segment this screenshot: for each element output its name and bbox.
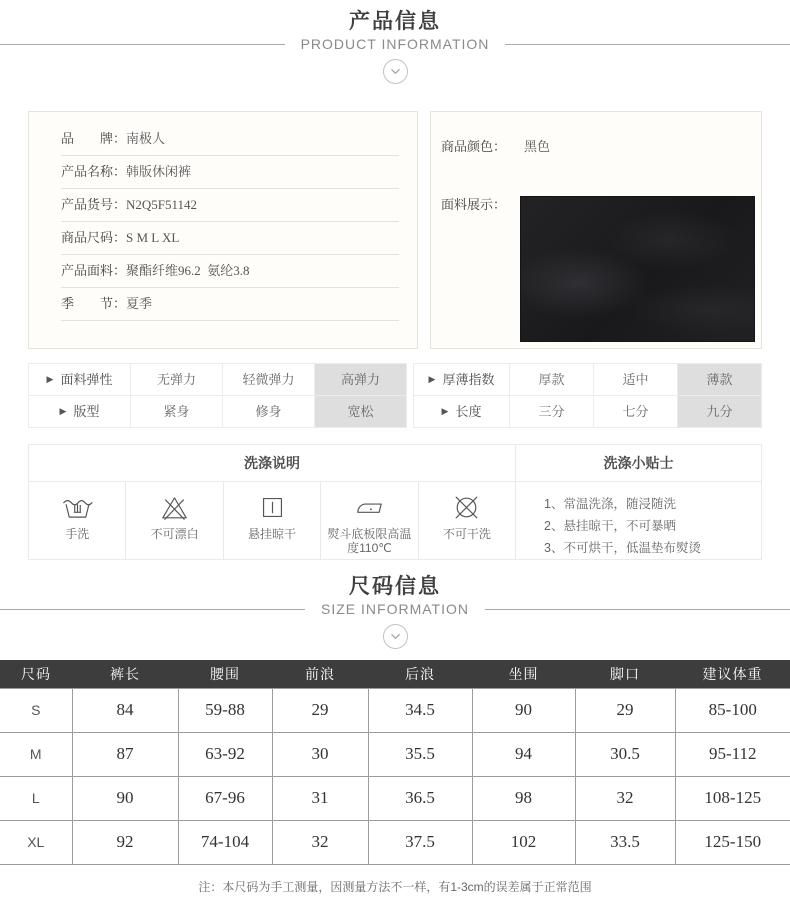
attr-option-selected: 高弹力 (315, 364, 407, 396)
wash-item-label: 熨斗底板限高温度110℃ (327, 527, 412, 555)
cell: S (0, 688, 72, 732)
divider-line (0, 44, 285, 45)
attr-option: 修身 (223, 396, 315, 428)
cell: 74-104 (178, 820, 272, 864)
attr-option: 厚款 (510, 364, 594, 396)
info-boxes (28, 111, 762, 349)
attribute-group-right (413, 363, 762, 428)
cell: L (0, 776, 72, 820)
chevron-down-icon (383, 59, 408, 84)
wash-item-no-dry-clean (419, 482, 515, 559)
attr-option-selected: 九分 (678, 396, 762, 428)
field-value: 韩版休闲裤 (126, 164, 192, 179)
subtitle-row (0, 36, 790, 52)
cell: 30.5 (575, 732, 675, 776)
color-label: 商品颜色： (441, 139, 507, 154)
washing-section (28, 444, 762, 560)
cell: 59-88 (178, 688, 272, 732)
measurement-note: 注：本尺码为手工测量，因测量方法不一样，有1-3cm的误差属于正常范围 (198, 879, 592, 894)
attribute-group-left (28, 363, 407, 428)
col-header: 脚口 (575, 660, 675, 688)
cell: 90 (472, 688, 575, 732)
attr-label: 厚薄指数 (442, 372, 495, 387)
wash-item-label: 不可漂白 (150, 527, 199, 541)
cell: 37.5 (368, 820, 472, 864)
cell: 87 (72, 732, 178, 776)
attr-option: 无弹力 (131, 364, 223, 396)
cell: 92 (72, 820, 178, 864)
cell: 85-100 (675, 688, 790, 732)
table-row-s (0, 688, 790, 732)
washing-instructions (29, 445, 516, 559)
cell: 98 (472, 776, 575, 820)
field-brand (61, 123, 399, 156)
cell: 84 (72, 688, 178, 732)
field-label: 产品名称： (61, 164, 127, 179)
attribute-section (28, 363, 762, 428)
attr-option: 轻微弹力 (223, 364, 315, 396)
field-product-name (61, 156, 399, 189)
attr-fit (29, 396, 131, 428)
divider-line (485, 609, 790, 610)
cell: 102 (472, 820, 575, 864)
product-color-row (441, 138, 761, 156)
table-row-xl (0, 820, 790, 864)
cell: 29 (272, 688, 368, 732)
cell: 30 (272, 732, 368, 776)
col-header: 腰围 (178, 660, 272, 688)
triangle-right-icon: ▶ (59, 406, 67, 416)
hand-wash-icon (61, 491, 94, 524)
field-value: N2Q5F51142 (126, 197, 198, 212)
field-value: 聚酯纤维96.2 氨纶3.8 (126, 263, 250, 278)
page-title: 产品信息 (349, 10, 441, 33)
no-bleach-icon (158, 491, 191, 524)
size-subtitle: SIZE INFORMATION (321, 601, 469, 617)
col-header: 后浪 (368, 660, 472, 688)
attr-option: 三分 (510, 396, 594, 428)
washing-icon-row (29, 482, 515, 559)
attr-label: 长度 (455, 404, 482, 419)
triangle-right-icon: ▶ (428, 374, 436, 384)
wash-item-no-bleach (126, 482, 223, 559)
appearance-panel (430, 111, 762, 349)
washing-tips-list (516, 482, 761, 559)
size-title: 尺码信息 (349, 575, 441, 598)
field-label: 季 节： (61, 296, 127, 311)
wash-item-hand-wash (29, 482, 126, 559)
cell: 32 (272, 820, 368, 864)
washing-tips-title: 洗涤小贴士 (516, 445, 761, 482)
field-value: S M L XL (126, 230, 180, 245)
attr-length (414, 396, 510, 428)
cell: XL (0, 820, 72, 864)
divider-line (0, 609, 305, 610)
hang-dry-icon (256, 491, 289, 524)
cell: 90 (72, 776, 178, 820)
cell: 67-96 (178, 776, 272, 820)
iron-max-110c-icon (353, 491, 386, 524)
cell: M (0, 732, 72, 776)
wash-item-label: 手洗 (65, 527, 90, 541)
field-fabric (61, 255, 399, 288)
field-item-number (61, 189, 399, 222)
wash-item-hang-dry (224, 482, 321, 559)
triangle-right-icon: ▶ (441, 406, 449, 416)
cell: 125-150 (675, 820, 790, 864)
cell: 94 (472, 732, 575, 776)
size-table (0, 660, 790, 865)
washing-tips (516, 445, 761, 559)
attr-option-selected: 薄款 (678, 364, 762, 396)
fabric-image (520, 196, 755, 342)
field-sizes (61, 222, 399, 255)
attr-option: 七分 (594, 396, 678, 428)
cell: 36.5 (368, 776, 472, 820)
triangle-right-icon: ▶ (46, 374, 54, 384)
col-header: 建议体重 (675, 660, 790, 688)
wash-item-iron-limit (321, 482, 418, 559)
field-value: 夏季 (126, 296, 153, 311)
washing-tip: 1、常温洗涤，随浸随洗 (544, 497, 676, 511)
col-header: 裤长 (72, 660, 178, 688)
cell: 33.5 (575, 820, 675, 864)
size-table-header-row (0, 660, 790, 688)
attr-option: 紧身 (131, 396, 223, 428)
washing-tip: 2、悬挂晾干，不可暴晒 (544, 519, 676, 533)
subtitle-row (0, 601, 790, 617)
attr-label: 面料弹性 (60, 372, 113, 387)
product-details-panel (28, 111, 418, 349)
chevron-down-icon (383, 624, 408, 649)
table-row-l (0, 776, 790, 820)
washing-tip: 3、不可烘干，低温垫布熨烫 (544, 541, 701, 555)
field-season (61, 288, 399, 321)
no-dry-clean-icon (450, 491, 483, 524)
wash-item-label: 不可干洗 (442, 527, 491, 541)
attr-thickness (414, 364, 510, 396)
attr-option: 适中 (594, 364, 678, 396)
col-header: 前浪 (272, 660, 368, 688)
cell: 31 (272, 776, 368, 820)
attr-option-selected: 宽松 (315, 396, 407, 428)
col-header: 尺码 (0, 660, 72, 688)
field-value: 南极人 (126, 131, 166, 146)
wash-item-label: 悬挂晾干 (248, 527, 297, 541)
color-value: 黑色 (524, 139, 551, 154)
attr-elasticity (29, 364, 131, 396)
field-label: 产品面料： (61, 263, 127, 278)
fabric-label: 面料展示： (441, 197, 507, 212)
table-row-m (0, 732, 790, 776)
cell: 63-92 (178, 732, 272, 776)
attr-label: 版型 (73, 404, 100, 419)
divider-line (505, 44, 790, 45)
cell: 108-125 (675, 776, 790, 820)
product-info-header (0, 0, 790, 84)
cell: 32 (575, 776, 675, 820)
cell: 35.5 (368, 732, 472, 776)
size-info-header (0, 570, 790, 649)
cell: 95-112 (675, 732, 790, 776)
washing-title: 洗涤说明 (29, 445, 515, 482)
cell: 34.5 (368, 688, 472, 732)
field-label: 产品货号： (61, 197, 127, 212)
field-label: 商品尺码： (61, 230, 127, 245)
page-subtitle: PRODUCT INFORMATION (300, 36, 490, 52)
field-label: 品 牌： (61, 131, 127, 146)
cell: 29 (575, 688, 675, 732)
col-header: 坐围 (472, 660, 575, 688)
fabric-display-row (441, 196, 761, 342)
